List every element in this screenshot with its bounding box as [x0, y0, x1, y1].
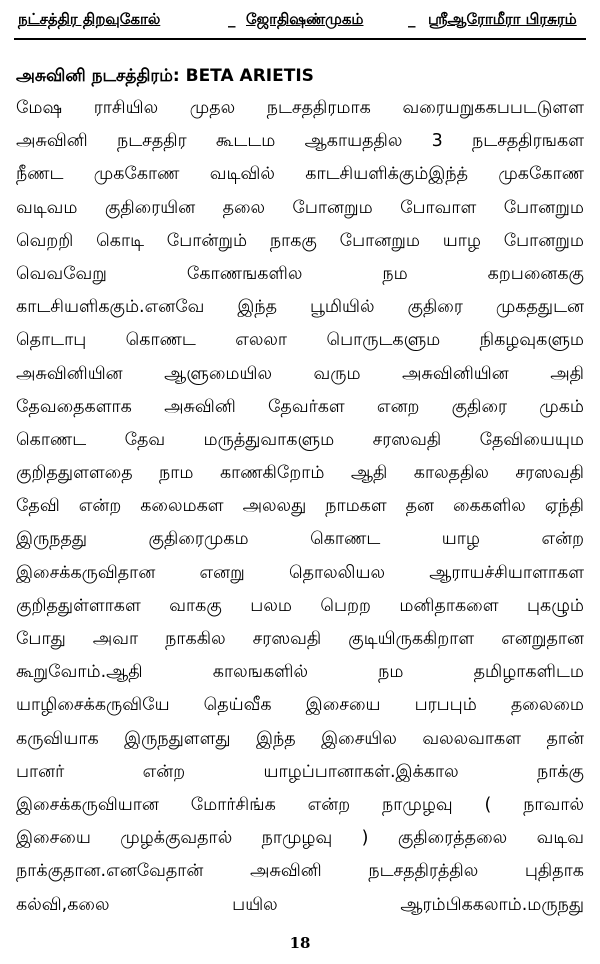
header-separator: _ — [408, 10, 416, 28]
text-line: நீணட முககோண வடிவில் காடசியளிக்கும்இந்த் முககோண — [16, 164, 584, 185]
text-line: வடிவம குதிரையின தலை போனறும போவாள போனறும — [16, 197, 584, 218]
text-line: தேவி என்ற கலைமகள அலலது நாமகள தன கைகளில ஏந்தி — [16, 496, 584, 517]
section-heading: அசுவினி நடசத்திரம்: BETA ARIETIS — [16, 66, 314, 86]
text-line: கூறுவோம்.ஆதி காலஙகளில் நம தமிழாகளிடம — [16, 662, 584, 683]
text-line: வெவவேறு கோணஙகளில நம கறபனைககு — [16, 263, 584, 284]
header-book-title: நட்சத்திர திறவுகோல் — [18, 10, 161, 28]
text-line: யாழிசைக்கருவியே தெய்வீக இசையை பரபபும் தலைமை — [16, 695, 584, 716]
text-line: இருநதது குதிரைமுகம கொணட யாழ என்ற — [16, 529, 584, 550]
text-line: போது அவா நாககில சரஸவதி குடியிருககிறாள எனறுதான — [16, 629, 584, 649]
body-text — [16, 92, 584, 922]
text-line: தேவதைகளாக அசுவினி தேவர்கள எனற குதிரை முகம் — [16, 396, 584, 417]
text-line: தொடாபு கொணட எலலா பொருடகளும நிகழவுகளும — [16, 330, 584, 351]
header-publisher: ஸ்ரீஆரோமீரா பிரசுரம் — [428, 10, 577, 28]
header-separator: _ — [228, 10, 236, 28]
header-rule — [14, 38, 586, 40]
header-author: ஜோதிஷண்முகம் — [246, 10, 364, 28]
text-line: மேஷ ராசியில முதல நடசததிரமாக வரையறுககபபடடுளள — [16, 98, 584, 118]
text-line: அசுவினி நடசததிர கூடடம ஆகாயததில 3 நடசததிரஙகள — [16, 131, 584, 152]
text-line: இசையை முழக்குவதால் நாமுழவு ) குதிரைத்தலை வடிவ — [16, 828, 584, 849]
text-line: பானர் என்ற யாழப்பானாகள்.இக்கால நாக்கு — [16, 761, 584, 782]
text-line: குறிததுள்ளாகள வாககு பலம பெறற மனிதாகளை புகழும் — [16, 595, 584, 616]
text-line: நாக்குதான.எனவேதான் அசுவினி நடசததிரத்தில புதிதாக — [16, 861, 584, 882]
text-line: கல்வி,கலை பயில ஆரம்பிககலாம்.மருநது — [16, 894, 584, 915]
running-header — [14, 6, 586, 40]
text-line: காடசியளிககும்.எனவே இந்த பூமியில் குதிரை முகததுடன — [16, 297, 584, 318]
page-number: 18 — [289, 934, 311, 952]
text-line: அசுவினியின ஆளுமையில வரும அசுவினியின அதி — [16, 363, 584, 384]
text-line: கருவியாக இருநதுளளது இந்த இசையில வலலவாகள தான் — [16, 728, 584, 749]
text-line: இசைக்கருவியான மோர்சிங்க என்ற நாமுழவு ( நாவால் — [16, 794, 584, 815]
text-line: வெறறி கொடி போன்றும் நாககு போனறும யாழ போனறும — [16, 230, 584, 251]
text-line: இசைக்கருவிதான எனறு தொலலியல ஆராயச்சியாளாகள — [16, 562, 584, 583]
text-line: குறிததுளளதை நாம காணகிறோம் ஆதி காலததில சரஸவதி — [16, 463, 584, 484]
text-line: கொணட தேவ மருத்துவாகளும சரஸவதி தேவியையும — [16, 429, 584, 450]
